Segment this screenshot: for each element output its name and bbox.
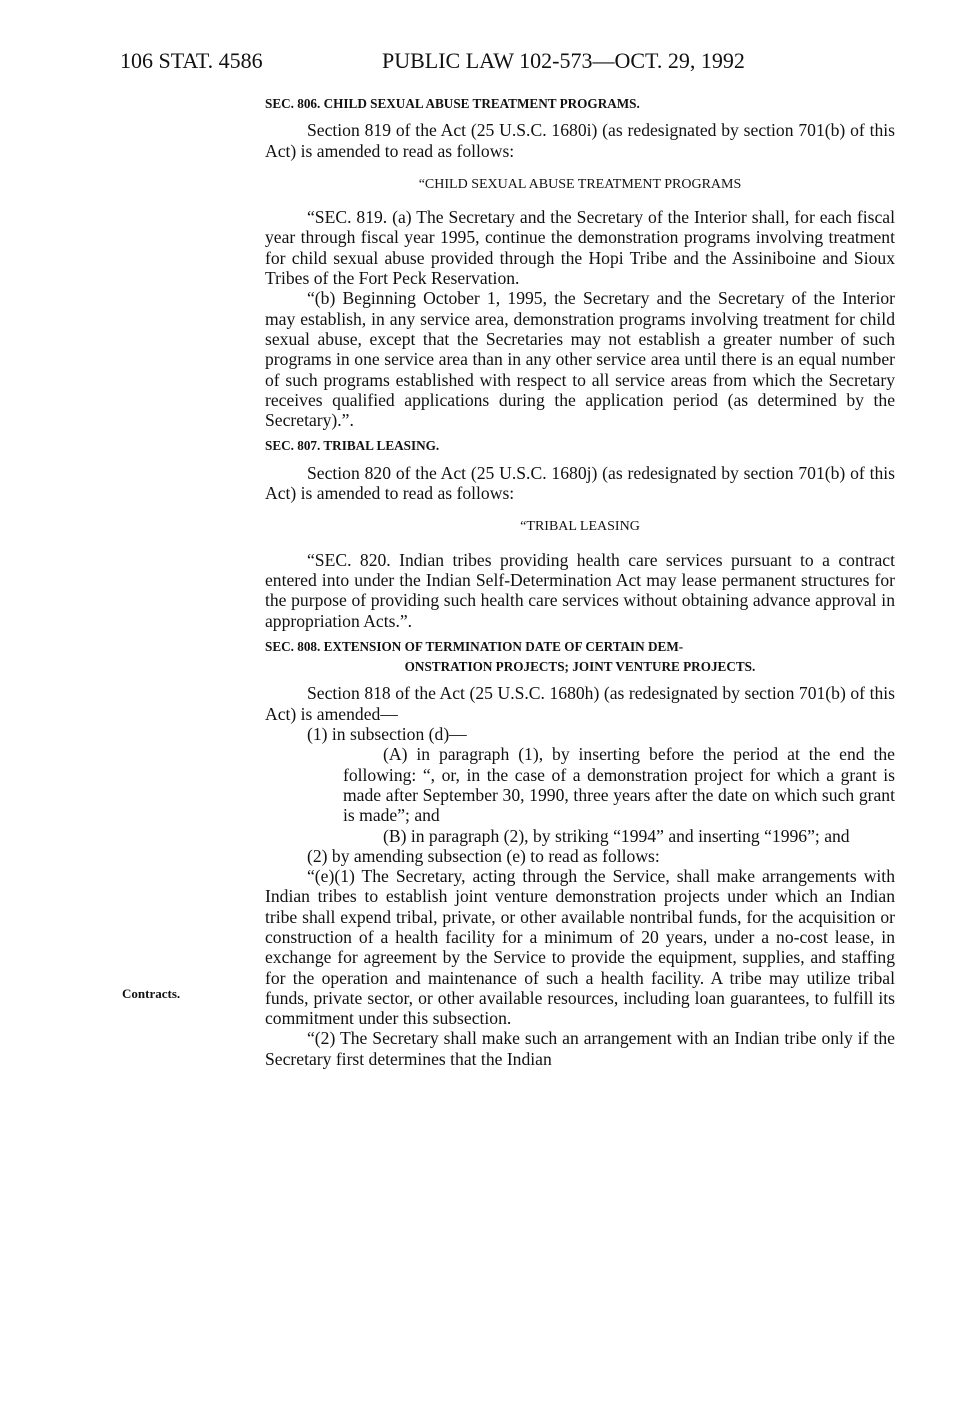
stat-citation: 106 STAT. 4586 <box>120 48 263 73</box>
section-808-intro: Section 818 of the Act (25 U.S.C. 1680h) (as redesignated by section 701(b) of this Act) is amended— <box>265 683 895 724</box>
section-806-heading: SEC. 806. CHILD SEXUAL ABUSE TREATMENT PROGRAMS. <box>265 96 640 111</box>
document-body <box>265 92 895 1069</box>
section-808-item-1a: (A) in paragraph (1), by inserting before the period at the end the following: “, or, in the case of a demonstration project for which a grant is made after September 30, 1990, three years after the date on which such grant is made”; and <box>343 744 895 826</box>
section-808-e1: “(e)(1) The Secretary, acting through the Service, shall make arrangements with Indian tribes to establish joint venture demonstration projects under which an Indian tribe shall expend tribal, private, or other available nontribal funds, for the acquisition or construction of a health facility for a minimum of 20 years, under a no-cost lease, in exchange for agreement by the Service to provide the equipment, supplies, and staffing for the operation and maintenance of such a health facility. A tribe may utilize tribal funds, private sector, or other available resources, including loan guarantees, to fulfill its commitment under this subsection. <box>265 866 895 1029</box>
section-808-heading <box>265 637 895 678</box>
section-808-item-1: (1) in subsection (d)— <box>307 724 467 745</box>
section-808-item-2: (2) by amending subsection (e) to read as follows: <box>307 845 660 866</box>
section-806-para-b: “(b) Beginning October 1, 1995, the Secretary and the Secretary of the Interior may establish, in any service area, demonstration programs involving treatment for child sexual abuse, except that the Secretaries may not establish a greater number of such programs in one service area than in any other service area until there is an equal number of such programs established with respect to all service areas from which the Secretary receives qualified applications during the application period (as determined by the Secretary).”. <box>265 288 895 431</box>
page-header <box>120 48 780 74</box>
section-808-item-1b: (B) in paragraph (2), by striking “1994” and inserting “1996”; and <box>383 825 850 846</box>
section-806-title: “CHILD SEXUAL ABUSE TREATMENT PROGRAMS <box>418 176 742 192</box>
section-807-heading: SEC. 807. TRIBAL LEASING. <box>265 438 440 454</box>
section-806-intro: Section 819 of the Act (25 U.S.C. 1680i) (as redesignated by section 701(b) of this Act) is amended to read as follows: <box>265 120 895 161</box>
section-807-intro: Section 820 of the Act (25 U.S.C. 1680j) (as redesignated by section 701(b) of this Act) is amended to read as follows: <box>265 462 895 504</box>
margin-note-contracts: Contracts. <box>122 986 181 1001</box>
section-808-heading-line1: SEC. 808. EXTENSION OF TERMINATION DATE OF CERTAIN DEM- <box>265 638 684 654</box>
law-title: PUBLIC LAW 102-573—OCT. 29, 1992 <box>382 48 745 73</box>
section-807-title: “TRIBAL LEASING <box>520 519 640 535</box>
section-808-e2: “(2) The Secretary shall make such an arrangement with an Indian tribe only if the Secretary first determines that the Indian <box>265 1028 895 1069</box>
section-806-para-a: “SEC. 819. (a) The Secretary and the Secretary of the Interior shall, for each fiscal year through fiscal year 1995, continue the demonstration programs involving treatment for child sexual abuse provided through the Hopi Tribe and the Assiniboine and Sioux Tribes of the Fort Peck Reservation. <box>265 207 895 289</box>
section-808-heading-line2: ONSTRATION PROJECTS; JOINT VENTURE PROJECTS. <box>404 659 756 675</box>
section-807-para: “SEC. 820. Indian tribes providing health care services pursuant to a contract entered into under the Indian Self-Determination Act may lease permanent structures for the purpose of providing such health care services without obtaining advance approval in appropriation Acts.”. <box>265 549 895 631</box>
